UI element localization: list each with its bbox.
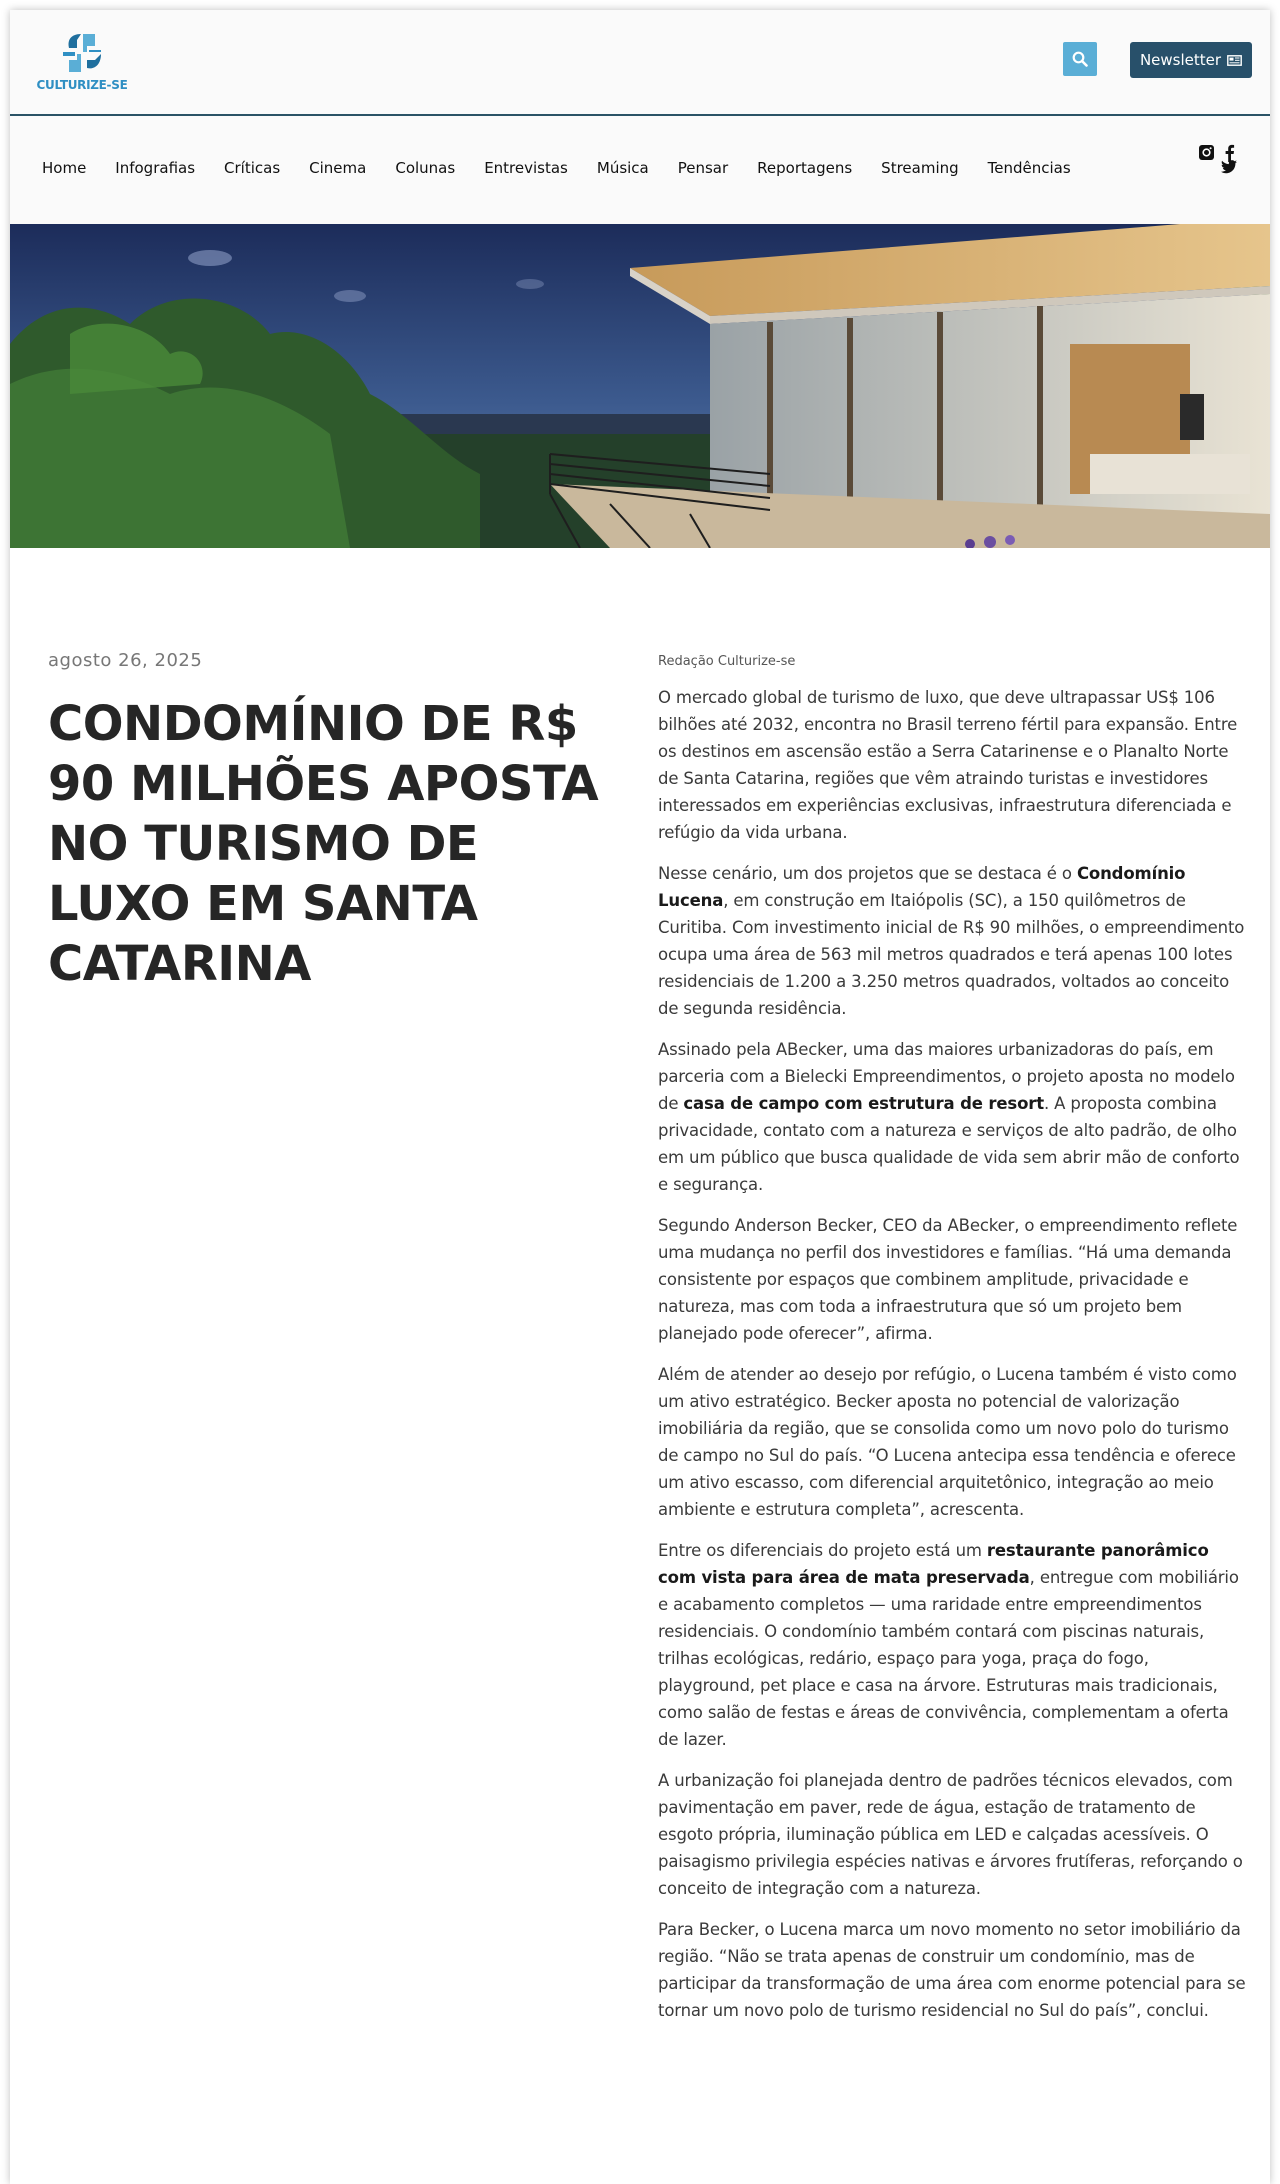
search-button[interactable] bbox=[1063, 42, 1097, 76]
newspaper-icon bbox=[1227, 55, 1242, 66]
instagram-icon[interactable] bbox=[1198, 144, 1215, 161]
article-paragraph-7: A urbanização foi planejada dentro de padrões técnicos elevados, com pavimentação em paver, rede de água, estação de tratamento de esgoto própria, iluminação pública em LED e calçadas acessíveis. O paisagismo privilegia espécies nativas e árvores frutíferas, reforçando o conceito de integração com a natureza. bbox=[658, 1771, 1243, 1898]
article-title: CONDOMÍNIO DE R$ 90 MILHÕES APOSTA NO TURISMO DE LUXO EM SANTA CATARINA bbox=[48, 696, 599, 992]
text-run: , em construção em Itaiópolis (SC), a 150 quilômetros de Curitiba. Com investimento inicial de R$ 90 milhões, o empreendimento ocupa uma área de 563 mil metros quadrados e terá apenas 100 lotes residenciais de 1.200 a 3.250 metros quadrados, voltados ao conceito de segunda residência. bbox=[658, 891, 1245, 1018]
hero-image bbox=[10, 224, 1270, 548]
newsletter-button[interactable] bbox=[1130, 42, 1252, 78]
nav-item-criticas[interactable]: Críticas bbox=[224, 159, 281, 177]
text-run: , entregue com mobiliário e acabamento completos — uma raridade entre empreendimentos residenciais. O condomínio também contará com piscinas naturais, trilhas ecológicas, redário, espaço para yoga, praça do fogo, playground, pet place e casa na árvore. Estruturas mais tradicionais, como salão de festas e áreas de convivência, complementam a oferta de lazer. bbox=[658, 1568, 1239, 1749]
nav-item-pensar[interactable]: Pensar bbox=[677, 159, 729, 177]
main-navigation bbox=[10, 116, 1270, 224]
site-header bbox=[10, 10, 1270, 116]
twitter-icon[interactable] bbox=[1221, 160, 1237, 174]
logo-mark-icon bbox=[59, 30, 105, 76]
article-paragraph-2 bbox=[658, 860, 1248, 1022]
text-run: Entre os diferenciais do projeto está um bbox=[658, 1541, 987, 1560]
nav-item-reportagens[interactable]: Reportagens bbox=[757, 159, 853, 177]
bold-text: casa de campo com estrutura de resort bbox=[683, 1094, 1044, 1113]
page-frame bbox=[10, 10, 1270, 2184]
text-run: Nesse cenário, um dos projetos que se destaca é o bbox=[658, 864, 1077, 883]
bold-text: Condomínio Lucena bbox=[658, 864, 1186, 910]
article-paragraph-6 bbox=[658, 1537, 1248, 1753]
nav-item-home[interactable]: Home bbox=[42, 159, 87, 177]
article-paragraph-3 bbox=[658, 1036, 1248, 1198]
logo-text: CULTURIZE-SE bbox=[36, 78, 128, 92]
nav-item-infografias[interactable]: Infografias bbox=[115, 159, 196, 177]
article-paragraph-4: Segundo Anderson Becker, CEO da ABecker, o empreendimento reflete uma mudança no perfil dos investidores e famílias. “Há uma demanda consistente por espaços que combinem amplitude, privacidade e natureza, mas com toda a infraestrutura que só um projeto bem planejado pode oferecer”, afirma. bbox=[658, 1216, 1238, 1343]
article-paragraph-5: Além de atender ao desejo por refúgio, o Lucena também é visto como um ativo estratégico. Becker aposta no potencial de valorização imobiliária da região, que se consolida como um novo polo do turismo de campo no Sul do país. “O Lucena antecipa essa tendência e oferece um ativo escasso, com diferencial arquitetônico, integração ao meio ambiente e estrutura completa”, acrescenta. bbox=[658, 1365, 1237, 1519]
newsletter-label: Newsletter bbox=[1139, 51, 1222, 69]
nav-item-cinema[interactable]: Cinema bbox=[309, 159, 367, 177]
article-date: agosto 26, 2025 bbox=[48, 650, 203, 671]
hero-illustration bbox=[10, 224, 1270, 548]
text-run: Assinado pela ABecker, uma das maiores urbanizadoras do país, em parceria com a Bielecki Empreendimentos, o projeto aposta no modelo de bbox=[658, 1040, 1235, 1113]
nav-item-musica[interactable]: Música bbox=[596, 159, 649, 177]
article-paragraph-1: O mercado global de turismo de luxo, que deve ultrapassar US$ 106 bilhões até 2032, encontra no Brasil terreno fértil para expansão. Entre os destinos em ascensão estão a Serra Catarinense e o Planalto Norte de Santa Catarina, regiões que vêm atraindo turistas e investidores interessados em experiências exclusivas, infraestrutura diferenciada e refúgio da vida urbana. bbox=[658, 688, 1238, 842]
nav-menu bbox=[42, 159, 1071, 177]
nav-item-colunas[interactable]: Colunas bbox=[395, 159, 456, 177]
site-logo[interactable] bbox=[32, 30, 132, 94]
article-author: Redação Culturize-se bbox=[658, 654, 796, 669]
article-body bbox=[658, 684, 1248, 2038]
social-links bbox=[1198, 144, 1238, 184]
text-run: . A proposta combina privacidade, contato com a natureza e serviços de alto padrão, de olho em um público que busca qualidade de vida sem abrir mão de conforto e segurança. bbox=[658, 1094, 1240, 1194]
nav-item-entrevistas[interactable]: Entrevistas bbox=[484, 159, 568, 177]
search-icon bbox=[1072, 51, 1088, 67]
article-paragraph-8: Para Becker, o Lucena marca um novo momento no setor imobiliário da região. “Não se trata apenas de construir um condomínio, mas de participar da transformação de uma área com enorme potencial para se tornar um novo polo de turismo residencial no Sul do país”, conclui. bbox=[658, 1920, 1246, 2020]
nav-item-streaming[interactable]: Streaming bbox=[881, 159, 959, 177]
nav-item-tendencias[interactable]: Tendências bbox=[987, 159, 1071, 177]
bold-text: restaurante panorâmico com vista para área de mata preservada bbox=[658, 1541, 1209, 1587]
